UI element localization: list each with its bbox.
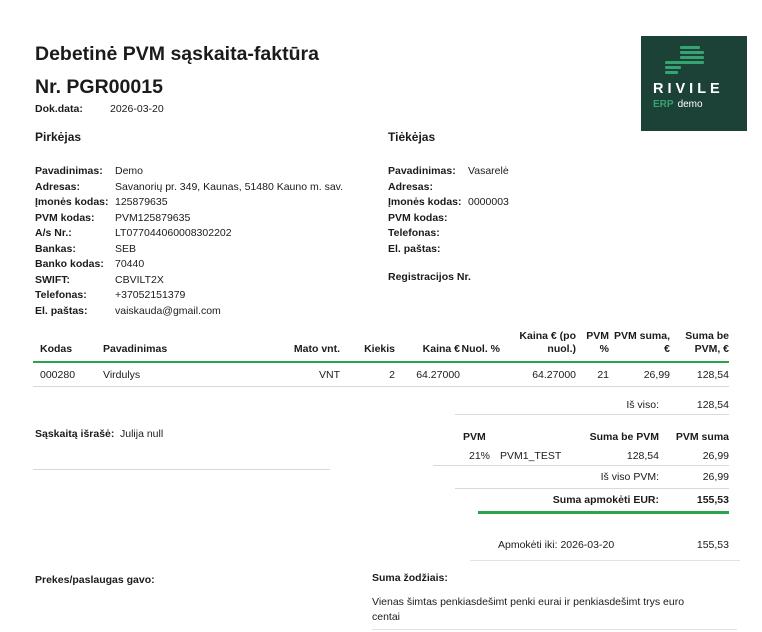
buyer-row-phone: Telefonas: +37052151379 (35, 289, 186, 301)
vat-total-label: Iš viso PVM: (600, 471, 659, 483)
doc-date-row (35, 103, 164, 115)
col-header-kaina: Kaina € (395, 330, 460, 362)
vat-total-row (455, 466, 729, 489)
registration-number-label: Registracijos Nr. (388, 271, 471, 283)
supplier-row-vat-code: PVM kodas: (388, 211, 448, 224)
supplier-heading: Tiėkėjas (388, 130, 436, 144)
issued-by-row (35, 428, 163, 440)
cell-suma-be-pvm: 128,54 (670, 362, 729, 387)
col-header-kaina-po-nuol: Kaina € (po nuol.) (500, 330, 576, 362)
goods-received-label: Prekes/paslaugas gavo: (35, 574, 155, 586)
rivile-logo-bars-icon (665, 46, 735, 74)
items-total-row (455, 395, 729, 415)
doc-date-value: 2026-03-20 (110, 103, 164, 115)
vat-summary (433, 427, 729, 514)
supplier-row-company-code: Įmonės kodas: 0000003 (388, 196, 509, 208)
supplier-row-name: Pavadinimas: Vasarelė (388, 165, 509, 177)
vat-amount-value: 26,99 (702, 449, 729, 462)
table-row (33, 362, 729, 387)
col-header-mato-vnt: Mato vnt. (275, 330, 340, 362)
buyer-row-account: A/s Nr.: LT077044060008302202 (35, 227, 232, 239)
doc-date-label: Dok.data: (35, 103, 83, 115)
col-header-nuolaida: Nuol. % (460, 330, 500, 362)
amount-in-words-text: Vienas šimtas penkiasdešimt penki eurai ir penkiasdešimt trys euro centai (372, 596, 685, 623)
buyer-row-bank-code: Banko kodas: 70440 (35, 258, 145, 270)
due-amount: 155,53 (696, 539, 729, 551)
rivile-logo (641, 36, 747, 131)
vat-base-value: 128,54 (626, 449, 659, 462)
logo-brand-text: RIVILE (653, 81, 724, 97)
total-due-label: Suma apmokėti EUR: (552, 494, 659, 506)
buyer-row-swift: SWIFT: CBVILT2X (35, 273, 164, 286)
vat-header-vat: PVM suma (675, 430, 729, 443)
buyer-row-bank: Bankas: SEB (35, 242, 137, 255)
col-header-pvm-suma: PVM suma, € (609, 330, 670, 362)
buyer-details (35, 164, 370, 319)
cell-nuolaida (460, 362, 500, 387)
total-due-row (478, 489, 729, 514)
buyer-row-address: Adresas: Savanorių pr. 349, Kaunas, 51480 Kauno m. sav. (35, 180, 344, 193)
col-header-pvm-proc: PVM % (576, 330, 609, 362)
due-label-and-date (498, 539, 614, 551)
col-header-suma-be-pvm: Suma be PVM, € (670, 330, 729, 362)
cell-mato-vnt: VNT (275, 362, 340, 387)
due-label: Apmokėti iki: (498, 539, 558, 551)
cell-kodas: 000280 (33, 362, 103, 387)
supplier-row-email: El. paštas: (388, 242, 441, 255)
items-table-header-row (33, 330, 729, 362)
issued-by-label: Sąskaitą išrašė: (35, 428, 115, 440)
due-row (433, 539, 729, 551)
supplier-row-phone: Telefonas: (388, 227, 440, 239)
items-total-label: Iš viso: (626, 398, 659, 411)
col-header-pavadinimas: Pavadinimas (103, 330, 275, 362)
cell-kaina-po-nuol: 64.27000 (500, 362, 576, 387)
cell-kiekis: 2 (340, 362, 395, 387)
due-date: 2026-03-20 (560, 539, 615, 551)
vat-summary-rate-row (433, 446, 729, 466)
vat-summary-header-row (433, 427, 729, 446)
vat-rate: 21% (468, 449, 490, 462)
supplier-row-address: Adresas: (388, 180, 433, 193)
buyer-heading: Pirkėjas (35, 130, 82, 144)
vat-header-pvm: PVM (463, 430, 486, 443)
invoice-title-line1: Debetinė PVM sąskaita-faktūra (35, 43, 319, 65)
buyer-row-email: El. paštas: vaiskauda@gmail.com (35, 304, 221, 317)
vat-total-value: 26,99 (702, 471, 729, 483)
logo-demo-text: demo (677, 99, 703, 110)
vat-header-base: Suma be PVM (589, 430, 659, 443)
col-header-kiekis: Kiekis (340, 330, 395, 362)
col-header-kodas: Kodas (33, 330, 103, 362)
cell-pvm-suma: 26,99 (609, 362, 670, 387)
invoice-title (35, 38, 319, 104)
logo-erp-text: ERP (653, 99, 674, 110)
due-divider-line (470, 560, 740, 561)
items-total-value: 128,54 (696, 398, 729, 411)
amount-in-words-label: Suma žodžiais: (372, 572, 448, 584)
supplier-details (388, 164, 678, 257)
buyer-row-name: Pavadinimas: Demo (35, 165, 144, 177)
total-due-value: 155,53 (696, 494, 729, 506)
logo-subtitle (653, 99, 735, 110)
issued-by-signature-line (33, 469, 330, 470)
items-table (33, 330, 729, 387)
cell-pvm-proc: 21 (576, 362, 609, 387)
cell-pavadinimas: Virdulys (103, 362, 275, 387)
footer-divider-line (372, 629, 737, 630)
vat-code: PVM1_TEST (500, 449, 562, 462)
cell-kaina: 64.27000 (395, 362, 460, 387)
invoice-number: Nr. PGR00015 (35, 76, 163, 98)
buyer-row-vat-code: PVM kodas: PVM125879635 (35, 211, 191, 224)
issued-by-value: Julija null (120, 428, 164, 440)
buyer-row-company-code: Įmonės kodas: 125879635 (35, 196, 168, 208)
